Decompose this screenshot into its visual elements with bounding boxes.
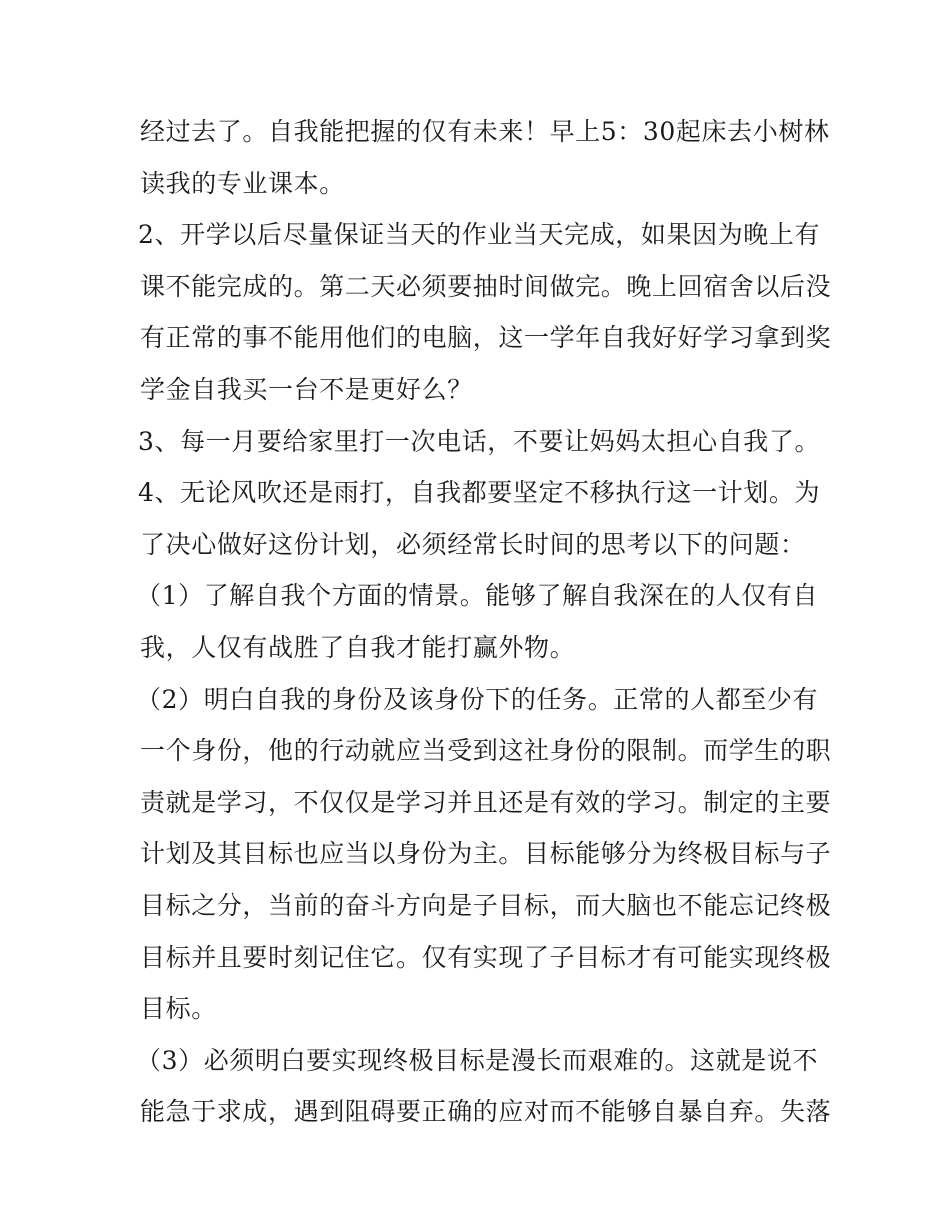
sub-item-3: （3）必须明白要实现终极目标是漫长而艰难的。这就是说不 — [136, 1045, 819, 1075]
text-line: 经过去了。自我能把握的仅有未来！早上5：30起床去小树林 — [140, 117, 830, 146]
document-body — [136, 106, 832, 1138]
sub-item-1: （1）了解自我个方面的情景。能够了解自我深在的人仅有自 — [136, 581, 819, 611]
text-line: 计划及其目标也应当以身份为主。目标能够分为终极目标与子 — [140, 839, 832, 869]
text-line: 课不能完成的。第二天必须要抽时间做完。晚上回宿舍以后没 — [140, 271, 832, 301]
text-line: 目标并且要时刻记住它。仅有实现了子目标才有可能实现终极 — [140, 942, 832, 972]
text-line: 了决心做好这份计划，必须经常长时间的思考以下的问题： — [140, 529, 806, 559]
text-line: 有正常的事不能用他们的电脑，这一学年自我好好学习拿到奖 — [140, 323, 832, 353]
text-line: 能急于求成，遇到阻碍要正确的应对而不能够自暴自弃。失落 — [140, 1097, 832, 1127]
text-line: 目标。 — [140, 994, 217, 1024]
text-line: 一个身份，他的行动就应当受到这社身份的限制。而学生的职 — [140, 736, 832, 766]
list-item-3: 3、每一月要给家里打一次电话，不要让妈妈太担心自我了。 — [138, 426, 821, 456]
sub-item-2: （2）明白自我的身份及该身份下的任务。正常的人都至少有 — [136, 684, 819, 714]
list-item-4: 4、无论风吹还是雨打，自我都要坚定不移执行这一计划。为 — [138, 478, 821, 508]
text-line: 责就是学习，不仅仅是学习并且还是有效的学习。制定的主要 — [140, 787, 832, 817]
text-line: 我，人仅有战胜了自我才能打赢外物。 — [140, 632, 576, 662]
text-line: 目标之分，当前的奋斗方向是子目标，而大脑也不能忘记终极 — [140, 890, 832, 920]
text-line: 学金自我买一台不是更好么？ — [140, 374, 473, 404]
text-line: 读我的专业课本。 — [140, 168, 345, 198]
list-item-2: 2、开学以后尽量保证当天的作业当天完成，如果因为晚上有 — [138, 220, 821, 250]
